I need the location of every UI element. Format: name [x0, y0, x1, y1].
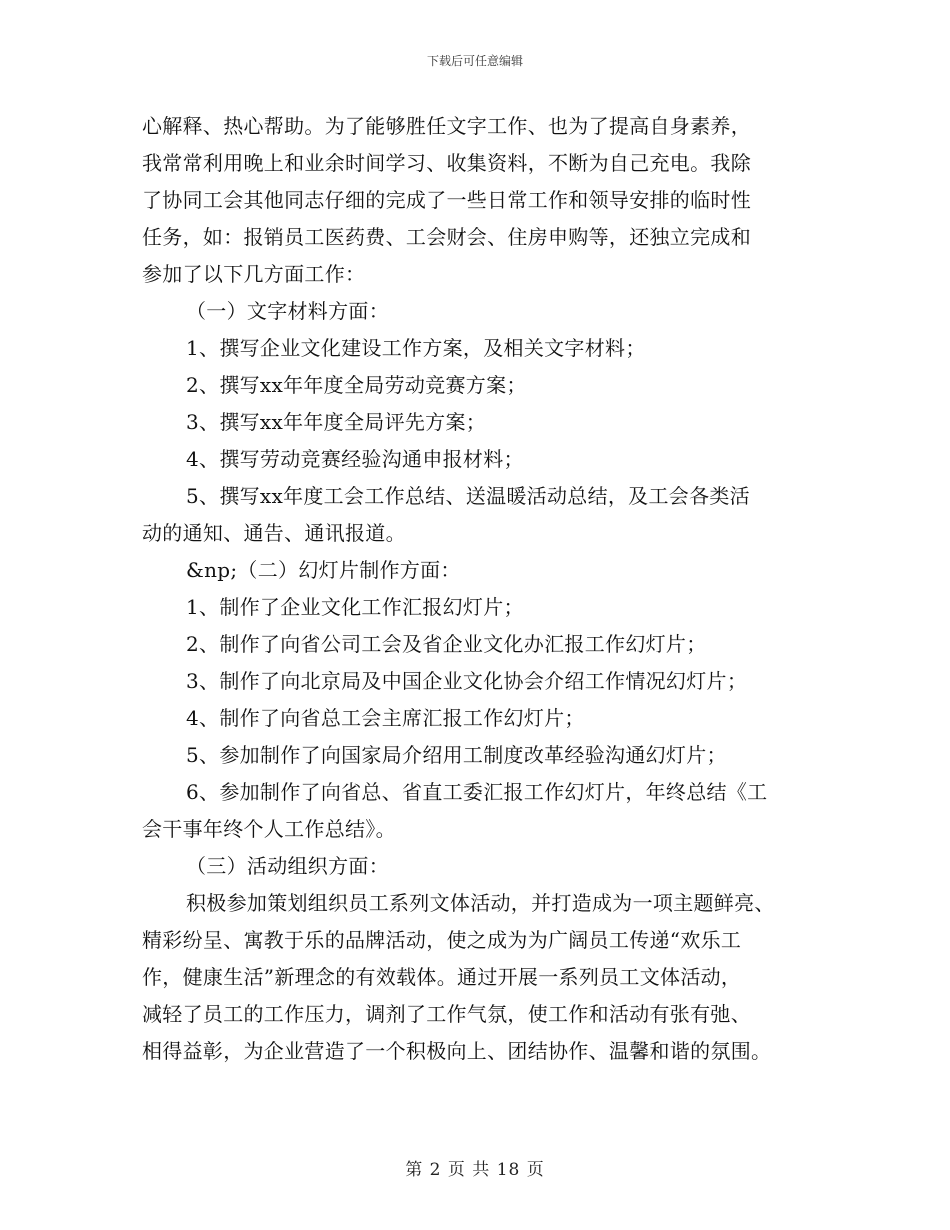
- text-line: 2、制作了向省公司工会及省企业文化办汇报工作幻灯片；: [186, 632, 707, 656]
- text-line: 心解释、热心帮助。为了能够胜任文字工作、也为了提高自身素养，: [142, 114, 751, 138]
- text-line: 了协同工会其他同志仔细的完成了一些日常工作和领导安排的临时性: [142, 188, 751, 212]
- text-line: 5、参加制作了向国家局介绍用工制度改革经验沟通幻灯片；: [186, 743, 727, 767]
- text-line: 1、撰写企业文化建设工作方案，及相关文字材料；: [186, 336, 646, 360]
- text-line: 任务，如：报销员工医药费、工会财会、住房申购等，还独立完成和: [142, 225, 751, 249]
- text-line: （一）文字材料方面：: [186, 299, 389, 323]
- text-line: 精彩纷呈、寓教于乐的品牌活动，使之成为为广阔员工传递“欢乐工: [142, 928, 742, 952]
- document-body: [142, 108, 812, 1070]
- text-line: （三）活动组织方面：: [186, 854, 389, 878]
- text-line: 3、撰写xx年年度全局评先方案；: [186, 410, 487, 434]
- text-line: 参加了以下几方面工作：: [142, 262, 366, 286]
- text-line: 1、制作了企业文化工作汇报幻灯片；: [186, 595, 524, 619]
- page-header-note: 下载后可任意编辑: [426, 54, 523, 68]
- text-line: 6、参加制作了向省总、省直工委汇报工作幻灯片，年终总结《工: [186, 780, 768, 804]
- text-line: 积极参加策划组织员工系列文体活动，并打造成为一项主题鲜亮、: [186, 891, 775, 915]
- text-line: 作，健康生活”新理念的有效载体。通过开展一系列员工文体活动，: [142, 965, 742, 989]
- text-line: 2、撰写xx年年度全局劳动竞赛方案；: [186, 373, 527, 397]
- text-line: 动的通知、通告、通讯报道。: [142, 521, 406, 545]
- text-line: 我常常利用晚上和业余时间学习、收集资料，不断为自己充电。我除: [142, 151, 751, 175]
- text-line: &np;（二）幻灯片制作方面：: [186, 558, 461, 582]
- text-line: 4、制作了向省总工会主席汇报工作幻灯片；: [186, 706, 585, 730]
- text-line: 减轻了员工的工作压力，调剂了工作气氛，使工作和活动有张有弛、: [142, 1002, 751, 1026]
- text-line: 4、撰写劳动竞赛经验沟通申报材料；: [186, 447, 524, 471]
- text-line: 5、撰写xx年度工会工作总结、送温暖活动总结，及工会各类活: [186, 484, 750, 508]
- text-line: 3、制作了向北京局及中国企业文化协会介绍工作情况幻灯片；: [186, 669, 748, 693]
- text-line: 相得益彰，为企业营造了一个积极向上、团结协作、温馨和谐的氛围。: [142, 1039, 772, 1063]
- page-number-footer: 第 2 页 共 18 页: [405, 1160, 545, 1180]
- text-line: 会干事年终个人工作总结》。: [142, 817, 396, 841]
